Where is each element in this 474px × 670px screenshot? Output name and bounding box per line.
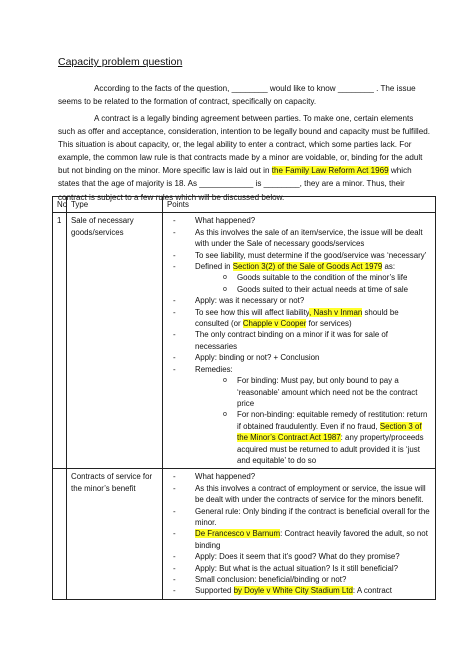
highlighted-statute: Section 3 of the Minor’s Contract Act 1987	[237, 421, 422, 443]
list-item	[167, 307, 431, 330]
contract-paragraph	[58, 112, 430, 204]
list-text: To see how this will affect liability	[195, 307, 310, 317]
list-text: : any property/proceeds acquired must be returned to adult provided it is ‘just and equitable’ to do so	[237, 433, 424, 465]
header-points: Points	[163, 197, 436, 213]
highlighted-case: De Francesco v Barnum	[195, 529, 281, 539]
row-number	[53, 469, 67, 599]
document-title: Capacity problem question	[58, 56, 183, 68]
list-item: - Small conclusion: beneficial/binding or not?	[167, 574, 431, 585]
row-points	[163, 213, 436, 469]
contract-text-after: which states that the age of majority is 18. As ____________ is ________, they are a minor. Thus, their contract is subject to a few rules which will be discussed below.	[58, 166, 412, 202]
points-list	[167, 215, 431, 466]
list-item: - Apply: binding or not? + Conclusion	[167, 352, 431, 363]
list-item	[167, 528, 431, 551]
list-text: as:	[382, 262, 396, 272]
list-item	[167, 364, 431, 467]
header-type: Type	[67, 197, 163, 213]
points-list	[167, 471, 431, 596]
list-text: : A contract	[352, 586, 392, 596]
points-table	[52, 196, 436, 600]
table-row	[53, 213, 436, 469]
sub-list-item: o Goods suited to their actual needs at time of sale	[195, 284, 431, 295]
intro-text: According to the facts of the question, ________ would like to know ________ . The issue seems to be related to the formation of contract, specifically on capacity.	[58, 84, 416, 107]
sub-list-item	[195, 409, 431, 466]
list-item: - What happened?	[167, 471, 431, 482]
list-item: - As this involves a contract of employment or service, the issue will be dealt with under the contracts of service for the minors benefit.	[167, 483, 431, 506]
list-item: - To see liability, must determine if the good/service was ‘necessary’	[167, 250, 431, 261]
list-item: - As this involves the sale of an item/service, the issue will be dealt with under the Sale of necessary goods/services	[167, 227, 431, 250]
list-text: For non-binding: equitable remedy of restitution: return if obtained fraudulently. Even if no fraud,	[237, 410, 428, 431]
list-text: should be consulted (or	[195, 307, 399, 329]
sub-list	[195, 375, 431, 466]
list-text: Remedies:	[195, 364, 233, 374]
list-item: - Apply: Does it seem that it’s good? What do they promise?	[167, 551, 431, 562]
list-text: Supported	[195, 586, 234, 596]
highlighted-case: , Nash v Inman	[309, 307, 363, 317]
row-points	[163, 469, 436, 599]
contract-text-before: A contract is a legally binding agreement between parties. To make one, certain elements such as offer and acceptance, consideration, intention to be legally bound and capacity must be fulfilled. This situation is about capacity, or, the legal ability to enter a contract, which some parties lack. For example, the common law rule is that contracts made by a minor are voidable, or, binding for the adult but not binding on the minor. More specific law is laid out in	[58, 114, 430, 176]
list-text: for services)	[306, 319, 352, 329]
list-item: - General rule: Only binding if the contract is beneficial overall for the minor.	[167, 506, 431, 529]
row-number: 1	[53, 213, 67, 469]
list-item	[167, 261, 431, 295]
list-item	[167, 585, 431, 596]
highlighted-statute: Section 3(2) of the Sale of Goods Act 1979	[232, 262, 383, 272]
header-no: No	[53, 197, 67, 213]
list-item: - Apply: But what is the actual situation? Is it still beneficial?	[167, 563, 431, 574]
row-type: Contracts of service for the minor’s benefit	[67, 469, 163, 599]
table-header-row	[53, 197, 436, 213]
highlighted-case: Chapple v Cooper	[242, 319, 307, 329]
highlighted-statute: the Family Law Reform Act 1969	[271, 166, 389, 176]
row-type: Sale of necessary goods/services	[67, 213, 163, 469]
sub-list-item: o For binding: Must pay, but only bound to pay a ‘reasonable’ amount which need not be the contract price	[195, 375, 431, 409]
sub-list	[195, 272, 431, 295]
list-item: - What happened?	[167, 215, 431, 226]
sub-list-item: o Goods suitable to the condition of the minor’s life	[195, 272, 431, 283]
list-text: Defined in	[195, 262, 233, 272]
list-item: - Apply: was it necessary or not?	[167, 295, 431, 306]
list-item: - The only contract binding on a minor if it was for sale of necessaries	[167, 329, 431, 352]
table-row	[53, 469, 436, 599]
intro-paragraph	[58, 82, 430, 108]
highlighted-case: by Doyle v White City Stadium Ltd	[233, 586, 353, 596]
list-text: : Contract heavily favored the adult, so not binding	[195, 529, 428, 550]
